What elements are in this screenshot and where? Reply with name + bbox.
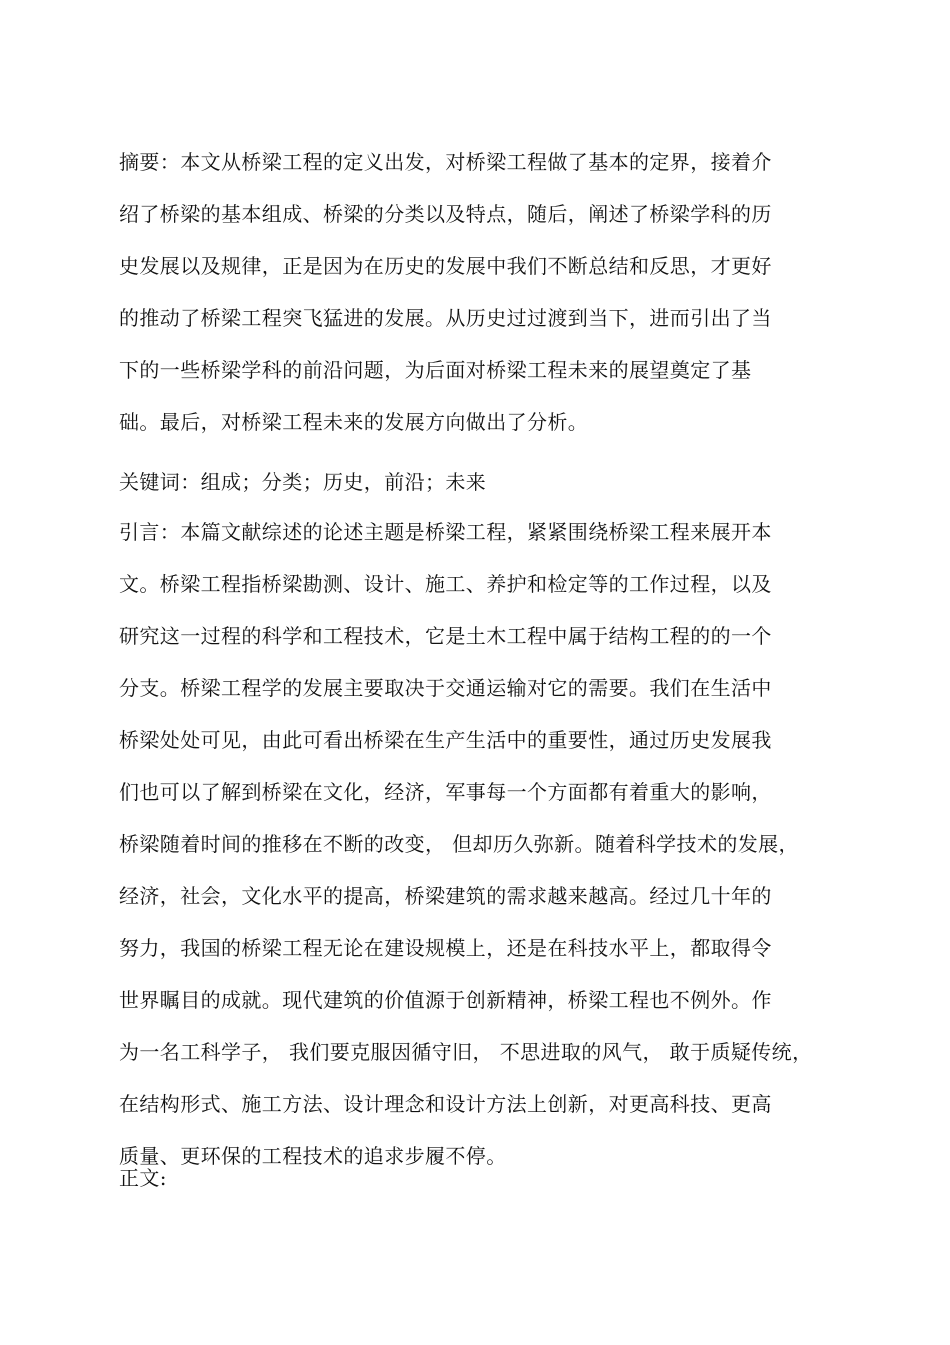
intro-line: 桥梁处处可见，由此可看出桥梁在生产生活中的重要性，通过历史发展我 (119, 728, 772, 752)
intro-line: 们也可以了解到桥梁在文化，经济，军事每一个方面都有着重大的影响， (119, 780, 772, 804)
intro-line: 质量、更环保的工程技术的追求步履不停。 (119, 1144, 507, 1168)
abstract-line: 础。最后，对桥梁工程未来的发展方向做出了分析。 (119, 410, 589, 434)
abstract-line: 下的一些桥梁学科的前沿问题，为后面对桥梁工程未来的展望奠定了基 (119, 358, 752, 382)
intro-line: 努力，我国的桥梁工程无论在建设规模上，还是在科技水平上，都取得令 (119, 936, 772, 960)
intro-line: 分支。桥梁工程学的发展主要取决于交通运输对它的需要。我们在生活中 (119, 676, 772, 700)
keywords-line: 关键词：组成；分类；历史，前沿；未来 (119, 470, 487, 494)
intro-line: 在结构形式、施工方法、设计理念和设计方法上创新，对更高科技、更高 (119, 1092, 772, 1116)
intro-line: 桥梁随着时间的推移在不断的改变， 但却历久弥新。随着科学技术的发展， (119, 832, 799, 856)
abstract-line: 摘要：本文从桥梁工程的定义出发，对桥梁工程做了基本的定界，接着介 (119, 150, 772, 174)
intro-line: 研究这一过程的科学和工程技术，它是土木工程中属于结构工程的的一个 (119, 624, 772, 648)
abstract-line: 绍了桥梁的基本组成、桥梁的分类以及特点，随后，阐述了桥梁学科的历 (119, 202, 772, 226)
intro-line: 世界瞩目的成就。现代建筑的价值源于创新精神，桥梁工程也不例外。作 (119, 988, 772, 1012)
intro-line: 为一名工科学子， 我们要克服因循守旧， 不思进取的风气， 敢于质疑传统， (119, 1040, 813, 1064)
introduction-paragraph (119, 506, 839, 1182)
abstract-line: 史发展以及规律，正是因为在历史的发展中我们不断总结和反思，才更好 (119, 254, 772, 278)
abstract-line: 的推动了桥梁工程突飞猛进的发展。从历史过过渡到当下，进而引出了当 (119, 306, 772, 330)
keywords-paragraph (119, 456, 839, 508)
abstract-paragraph (119, 136, 839, 448)
body-heading (119, 1152, 839, 1204)
body-heading-text: 正文: (119, 1166, 167, 1190)
intro-line: 文。桥梁工程指桥梁勘测、设计、施工、养护和检定等的工作过程，以及 (119, 572, 772, 596)
intro-line: 引言：本篇文献综述的论述主题是桥梁工程，紧紧围绕桥梁工程来展开本 (119, 520, 772, 544)
intro-line: 经济，社会，文化水平的提高，桥梁建筑的需求越来越高。经过几十年的 (119, 884, 772, 908)
